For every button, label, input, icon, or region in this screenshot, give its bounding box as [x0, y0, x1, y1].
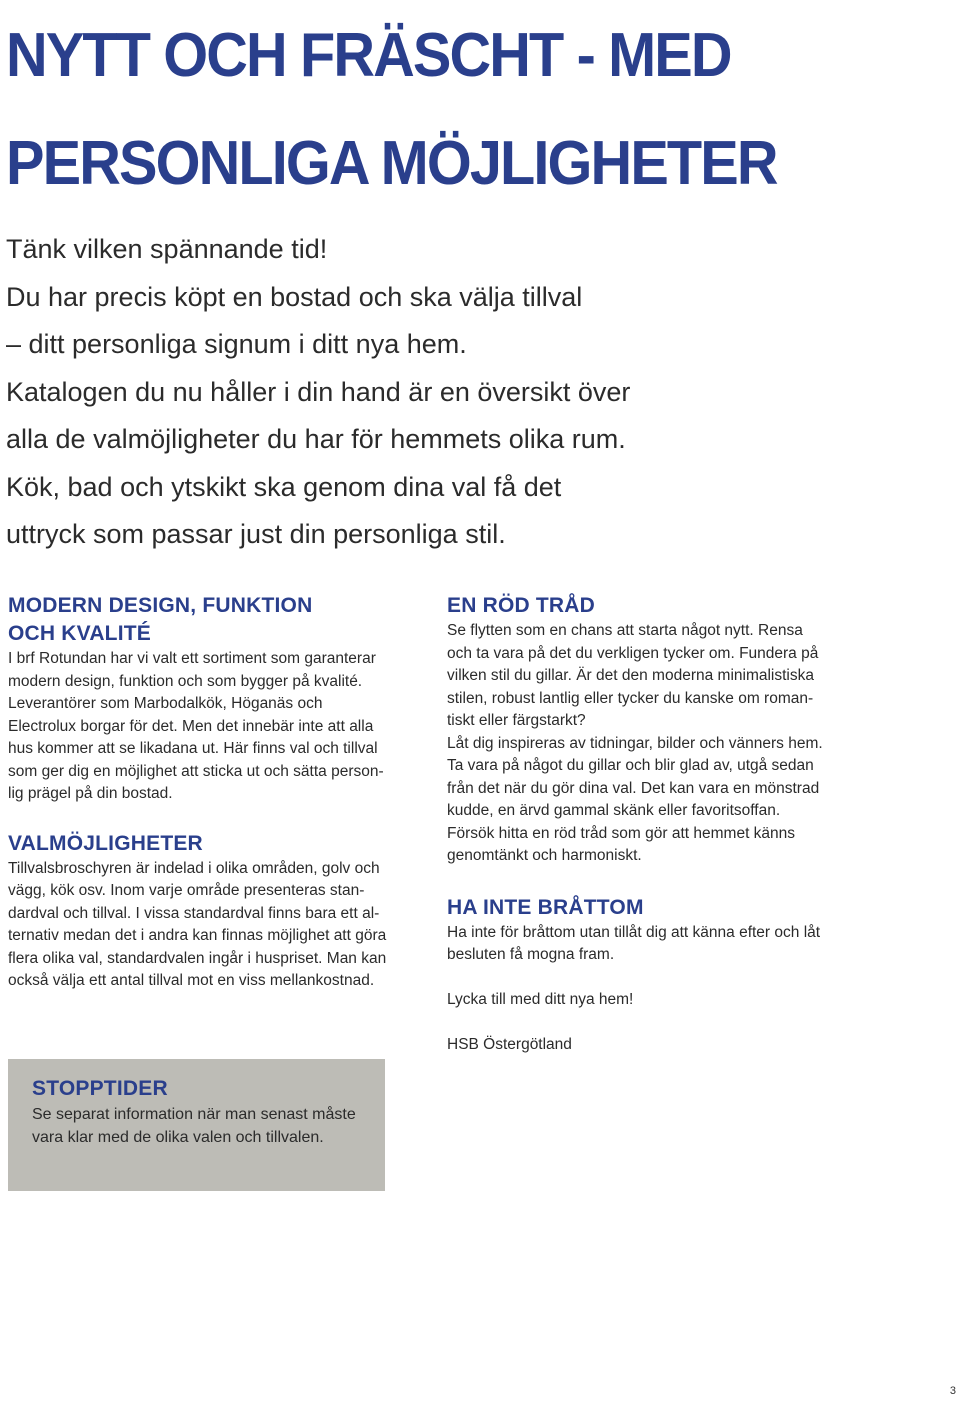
intro-line: alla de valmöjligheter du har för hemmets olika rum.: [6, 424, 626, 454]
heading-line: OCH KVALITÉ: [8, 622, 151, 645]
section-heading: HA INTE BRÅTTOM: [447, 895, 644, 919]
intro-line: Tänk vilken spännande tid!: [6, 234, 328, 264]
body-line: tiskt eller färgstarkt?: [447, 712, 586, 729]
body-line: stilen, robust lantlig eller tycker du kanske om roman-: [447, 689, 814, 707]
section-body: [8, 648, 408, 806]
body-line: I brf Rotundan har vi valt ett sortiment som garanterar: [8, 650, 376, 667]
body-line: Se separat information när man senast måste: [32, 1106, 356, 1123]
intro-line: Du har precis köpt en bostad och ska välja tillval: [6, 281, 583, 312]
body-line: Ha inte för bråttom utan tillåt dig att känna efter och låt: [447, 923, 821, 941]
closing-line: Lycka till med ditt nya hem!: [447, 991, 634, 1008]
signature: HSB Östergötland: [447, 1036, 572, 1053]
body-line: kudde, en ärvd gammal skänk eller favoritsoffan.: [447, 802, 781, 819]
body-line: vägg, kök osv. Inom varje område presenteras stan-: [8, 882, 365, 899]
body-line: vilken stil du gillar. Är det den moderna minimalistiska: [447, 667, 814, 684]
section-heading: EN RÖD TRÅD: [447, 594, 596, 617]
body-line: Electrolux borgar för det. Men det innebär inte att alla: [8, 717, 374, 735]
stopptider-body: [32, 1103, 385, 1149]
body-line: Låt dig inspireras av tidningar, bilder och vänners hem.: [447, 734, 823, 752]
headline-line-1: NYTT OCH FRÄSCHT - MED: [6, 21, 731, 90]
section-body: [8, 858, 408, 993]
section-body: [447, 922, 847, 967]
body-line: och ta vara på det du verkligen tycker om. Fundera på: [447, 644, 819, 662]
intro-line: – ditt personliga signum i ditt nya hem.: [6, 329, 467, 359]
section-valmojligheter: [8, 830, 408, 993]
body-line: lig prägel på din bostad.: [8, 785, 173, 802]
section-body: [447, 620, 847, 868]
body-line: ternativ medan det i andra kan finnas möjlighet att göra: [8, 927, 387, 944]
section-heading: VALMÖJLIGHETER: [8, 831, 203, 855]
body-line: vara klar med de olika valen och tillvalen.: [32, 1129, 324, 1146]
section-modern-design: [8, 592, 408, 806]
headline-line-2: PERSONLIGA MÖJLIGHETER: [6, 129, 777, 198]
intro-line: Kök, bad och ytskikt ska genom dina val få det: [6, 471, 562, 502]
left-column: [8, 592, 408, 993]
section-en-rod-trad: [447, 592, 847, 868]
intro-line: uttryck som passar just din personliga stil.: [6, 519, 506, 549]
intro-paragraph: [6, 226, 726, 559]
body-line: dardval och tillval. I vissa standardval finns bara ett al-: [8, 904, 380, 922]
page-number: 3: [949, 1385, 956, 1397]
intro-line: Katalogen du nu håller i din hand är en översikt över: [6, 376, 631, 407]
stopptider-box: [8, 1059, 385, 1191]
body-line: besluten få mogna fram.: [447, 946, 615, 963]
body-line: Leverantörer som Marbodalkök, Höganäs och: [8, 695, 323, 712]
body-line: som ger dig en möjlighet att sticka ut och sätta person-: [8, 762, 384, 780]
body-line: också välja ett antal tillval mot en viss mellankostnad.: [8, 972, 375, 989]
section-ha-inte-brattom: [447, 894, 847, 1057]
stopptider-heading: STOPPTIDER: [32, 1077, 168, 1100]
body-line: hus kommer att se likadana ut. Här finns val och tillval: [8, 740, 378, 757]
body-line: Tillvalsbroschyren är indelad i olika områden, golv och: [8, 859, 380, 877]
page-headline: [6, 2, 890, 218]
body-line: Ta vara på något du gillar och blir glad av, utgå sedan: [447, 757, 814, 774]
body-line: flera olika val, standardvalen ingår i huspriset. Man kan: [8, 949, 387, 967]
section-heading: [8, 592, 408, 648]
heading-line: MODERN DESIGN, FUNKTION: [8, 594, 313, 617]
body-line: Se flytten som en chans att starta något nytt. Rensa: [447, 622, 803, 639]
right-column: [447, 592, 847, 1057]
body-line: modern design, funktion och som bygger på kvalité.: [8, 672, 363, 690]
body-line: från det när du gör dina val. Det kan vara en mönstrad: [447, 779, 820, 797]
body-line: Försök hitta en röd tråd som gör att hemmet känns: [447, 824, 796, 842]
body-line: genomtänkt och harmoniskt.: [447, 847, 642, 864]
